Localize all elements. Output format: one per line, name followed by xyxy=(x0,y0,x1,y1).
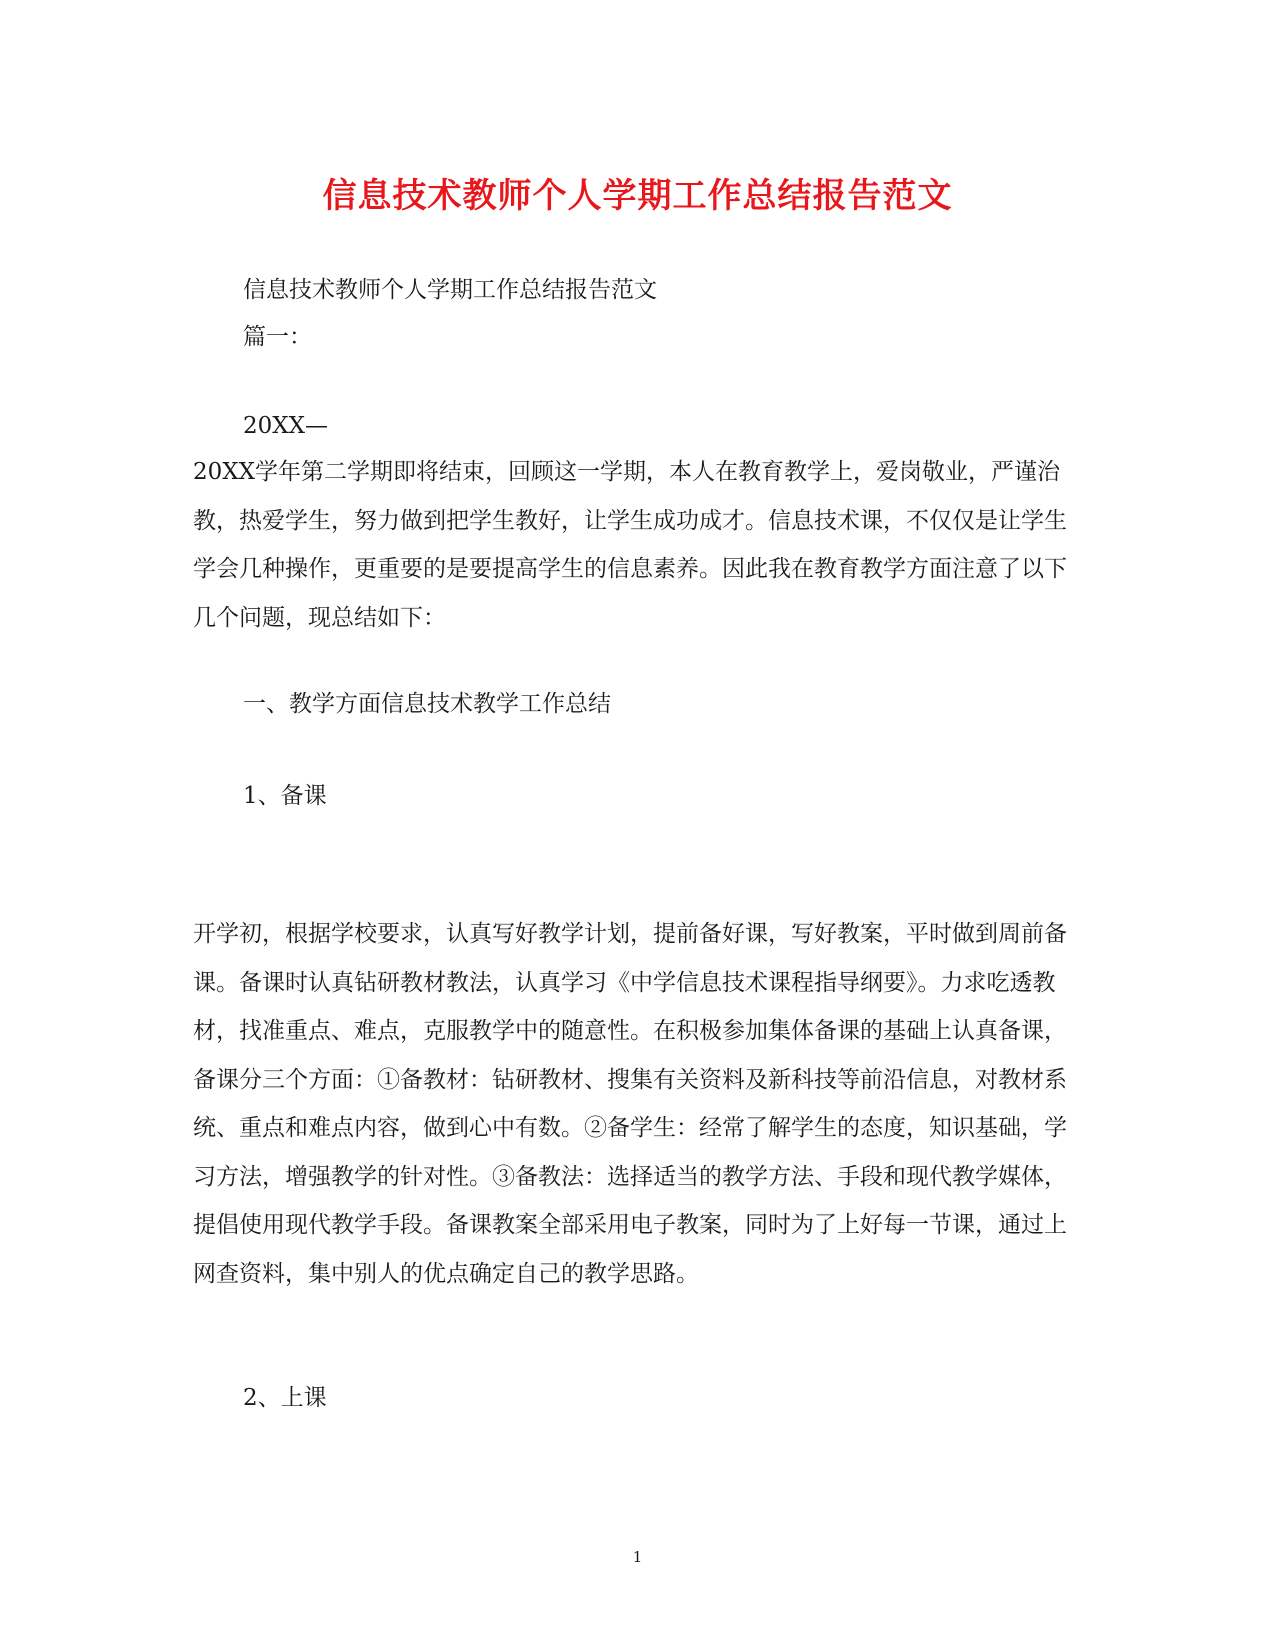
page-number: 1 xyxy=(632,1548,643,1566)
heading-classes: 2、上课 xyxy=(243,1385,327,1411)
paragraph-section-label: 篇一： xyxy=(243,324,312,350)
heading-lesson-prep: 1、备课 xyxy=(243,783,327,809)
heading-teaching-section: 一、教学方面信息技术教学工作总结 xyxy=(243,691,611,717)
paragraph-lesson-prep: 开学初，根据学校要求，认真写好教学计划，提前备好课，写好教案，平时做到周前备课。备课时认真钻研教材教法，认真学习《中学信息技术课程指导纲要》。力求吃透教材，找准重点、难点，克服教学中的随意性。在积极参加集体备课的基础上认真备课，备课分三个方面：①备教材：钻研教材、搜集有关资料及新科技等前沿信息，对教材系统、重点和难点内容，做到心中有数。②备学生：经常了解学生的态度，知识基础，学习方法，增强教学的针对性。③备教法：选择适当的教学方法、手段和现代教学媒体，提倡使用现代教学手段。备课教案全部采用电子教案，同时为了上好每一节课，通过上网查资料，集中别人的优点确定自己的教学思路。 xyxy=(193,921,1067,1287)
paragraph-year-start: 20XX— xyxy=(243,413,329,439)
paragraph-intro: 20XX学年第二学期即将结束，回顾这一学期，本人在教育教学上，爱岗敬业，严谨治教，热爱学生，努力做到把学生教好，让学生成功成才。信息技术课，不仅仅是让学生学会几种操作，更重要的是要提高学生的信息素养。因此我在教育教学方面注意了以下几个问题，现总结如下： xyxy=(193,459,1067,631)
document-title: 信息技术教师个人学期工作总结报告范文 xyxy=(322,176,953,216)
paragraph-subtitle: 信息技术教师个人学期工作总结报告范文 xyxy=(243,277,657,303)
